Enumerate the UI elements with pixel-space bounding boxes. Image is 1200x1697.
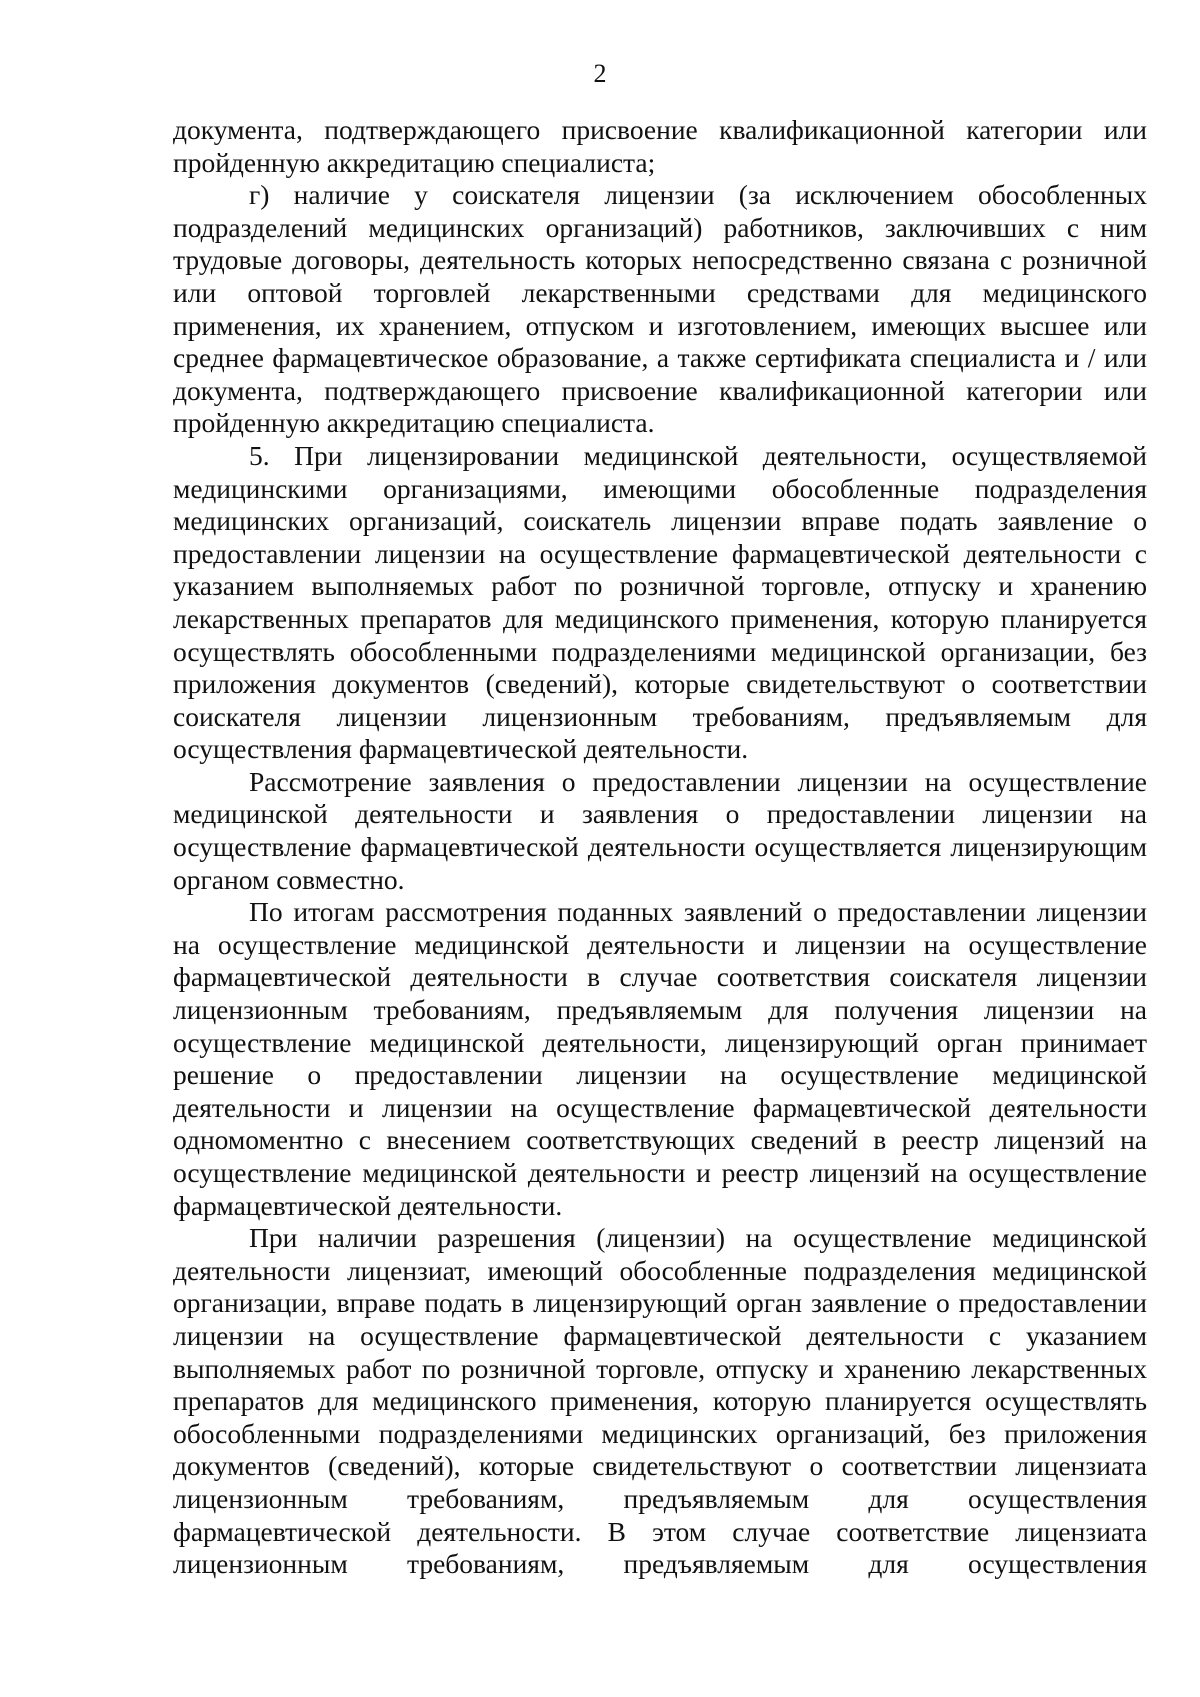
paragraph-5: По итогам рассмотрения поданных заявлений о предоставлении лицензии на осуществление медицинской деятельности и лицензии на осуществление фармацевтической деятельности в случае соответствия соискателя лицензии лицензионным требованиям, предъявляемым для получения лицензии на осуществление медицинской деятельности, лицензирующий орган принимает решение о предоставлении лицензии на осуществление медицинской деятельности и лицензии на осуществление фармацевтической деятельности одномоментно с внесением соответствующих сведений в реестр лицензий на осуществление медицинской деятельности и реестр лицензий на осуществление фармацевтической деятельности. xyxy=(173,896,1147,1221)
paragraph-3: 5. При лицензировании медицинской деятельности, осуществляемой медицинскими организациями, имеющими обособленные подразделения медицинских организаций, соискатель лицензии вправе подать заявление о предоставлении лицензии на осуществление фармацевтической деятельности с указанием выполняемых работ по розничной торговле, отпуску и хранению лекарственных препаратов для медицинского применения, которую планируется осуществлять обособленными подразделениями медицинской организации, без приложения документов (сведений), которые свидетельствуют о соответствии соискателя лицензии лицензионным требованиям, предъявляемым для осуществления фармацевтической деятельности. xyxy=(173,439,1147,765)
document-body xyxy=(173,114,1147,1581)
paragraph-1: документа, подтверждающего присвоение квалификационной категории или пройденную аккредитацию специалиста; xyxy=(173,114,1147,178)
paragraph-4: Рассмотрение заявления о предоставлении лицензии на осуществление медицинской деятельности и заявления о предоставлении лицензии на осуществление фармацевтической деятельности осуществляется лицензирующим органом совместно. xyxy=(173,765,1147,895)
page-number: 2 xyxy=(593,59,607,88)
paragraph-2: г) наличие у соискателя лицензии (за исключением обособленных подразделений медицинских организаций) работников, заключивших с ним трудовые договоры, деятельность которых непосредственно связана с розничной или оптовой торговлей лекарственными средствами для медицинского применения, их хранением, отпуском и изготовлением, имеющих высшее или среднее фармацевтическое образование, а также сертификата специалиста и / или документа, подтверждающего присвоение квалификационной категории или пройденную аккредитацию специалиста. xyxy=(173,179,1147,439)
paragraph-6: При наличии разрешения (лицензии) на осуществление медицинской деятельности лицензиат, имеющий обособленные подразделения медицинской организации, вправе подать в лицензирующий орган заявление о предоставлении лицензии на осуществление фармацевтической деятельности с указанием выполняемых работ по розничной торговле, отпуску и хранению лекарственных препаратов для медицинского применения, которую планируется осуществлять обособленными подразделениями медицинских организаций, без приложения документов (сведений), которые свидетельствуют о соответствии лицензиата лицензионным требованиям, предъявляемым для осуществления фармацевтической деятельности. В этом случае соответствие лицензиата лицензионным требованиям, предъявляемым для осуществления xyxy=(173,1222,1147,1580)
